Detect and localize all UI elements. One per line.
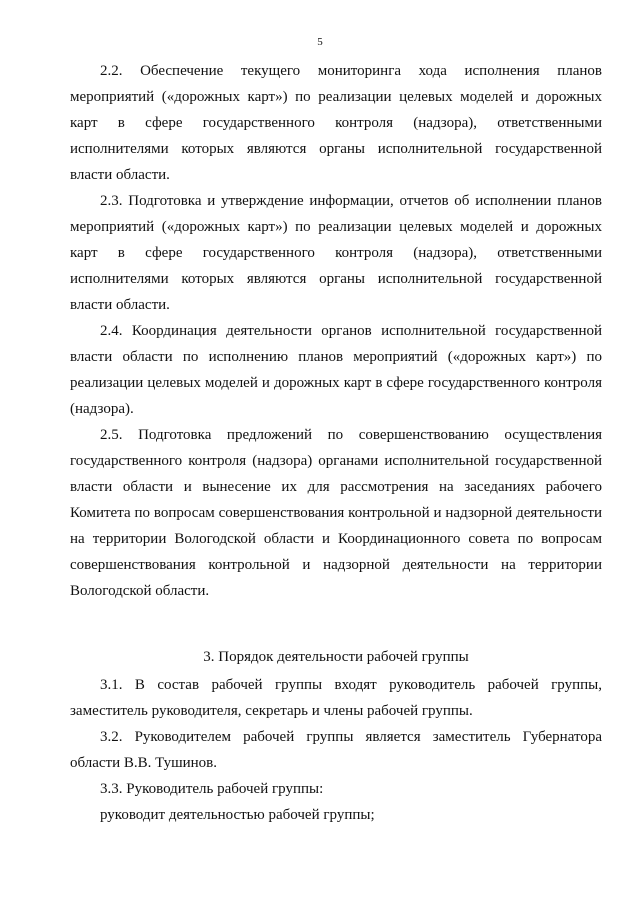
paragraph-3-3: 3.3. Руководитель рабочей группы: <box>100 781 324 797</box>
page-number: 5 <box>317 36 323 48</box>
paragraph-3-2: 3.2. Руководителем рабочей группы является заместитель Губернатора области В.В. Тушинов. <box>70 729 602 771</box>
paragraph-3-3-item: руководит деятельностью рабочей группы; <box>100 807 375 823</box>
paragraph-2-2: 2.2. Обеспечение текущего мониторинга хода исполнения планов мероприятий («дорожных карт») по реализации целевых моделей и дорожных карт в сфере государственного контроля (надзора), ответственными исполнителями которых являются органы исполнительной государственной власти области. <box>70 63 602 183</box>
paragraph-2-3: 2.3. Подготовка и утверждение информации, отчетов об исполнении планов мероприятий («дорожных карт») по реализации целевых моделей и дорожных карт в сфере государственного контроля (надзора), ответственными исполнителями которых являются органы исполнительной государственной власти области. <box>70 193 602 313</box>
paragraph-2-4: 2.4. Координация деятельности органов исполнительной государственной власти области по исполнению планов мероприятий («дорожных карт») по реализации целевых моделей и дорожных карт в сфере государственного контроля (надзора). <box>70 323 602 417</box>
section-3-heading: 3. Порядок деятельности рабочей группы <box>203 649 469 665</box>
paragraph-3-1: 3.1. В состав рабочей группы входят руководитель рабочей группы, заместитель руководителя, секретарь и члены рабочей группы. <box>70 677 602 719</box>
document-body <box>70 58 602 828</box>
paragraph-2-5: 2.5. Подготовка предложений по совершенствованию осуществления государственного контроля (надзора) органами исполнительной государственной власти области и вынесение их для рассмотрения на заседаниях рабочего Комитета по вопросам совершенствования контрольной и надзорной деятельности на территории Вологодской области и Координационного совета по вопросам совершенствования контрольной и надзорной деятельности на территории Вологодской области. <box>70 427 602 599</box>
